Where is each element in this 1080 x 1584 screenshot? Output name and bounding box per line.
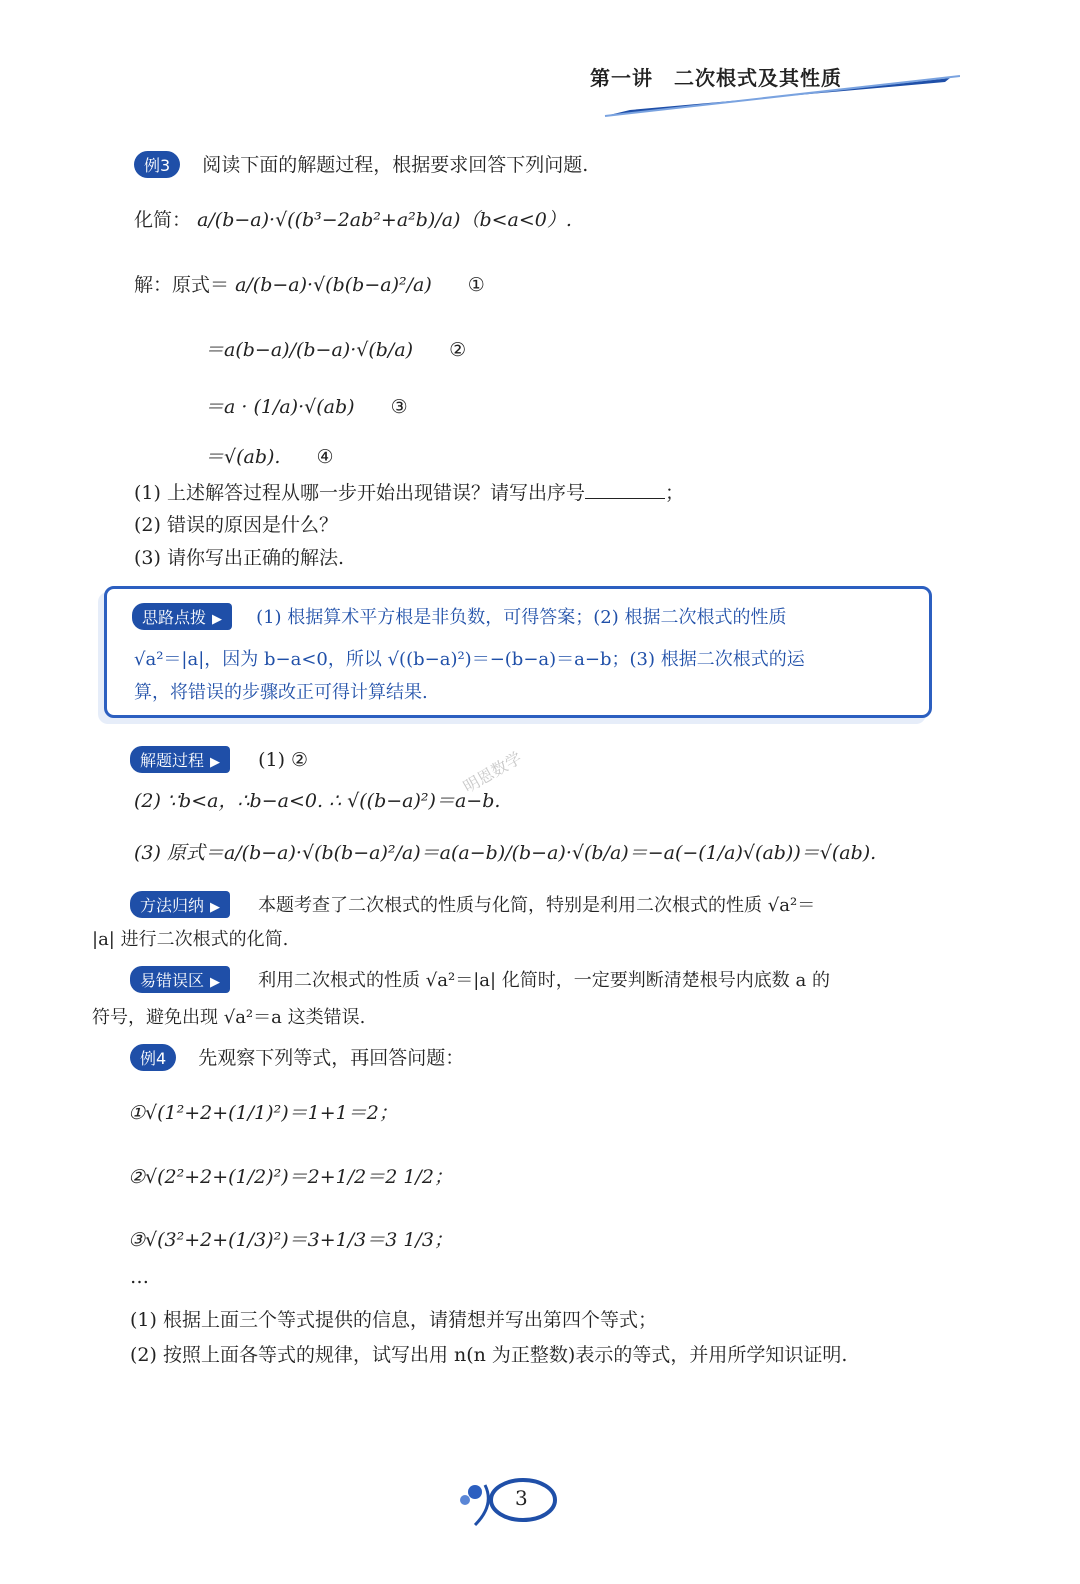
pitfall-text-1: 利用二次根式的性质 √a²＝|a| 化简时，一定要判断清楚根号内底数 a 的 xyxy=(258,970,830,991)
pitfall-line-2: 符号，避免出现 √a²＝a 这类错误. xyxy=(92,1007,366,1028)
example4-heading xyxy=(130,1043,464,1071)
example4-question-1: (1) 根据上面三个等式提供的信息，请猜想并写出第四个等式； xyxy=(130,1309,657,1331)
solution-tag: 解题过程 ▶ xyxy=(130,746,230,773)
example3-badge: 例3 xyxy=(134,151,180,178)
hint-line-3: 算，将错误的步骤改正可得计算结果. xyxy=(134,682,428,703)
hint-text-1: (1) 根据算术平方根是非负数，可得答案；(2) 根据二次根式的性质 xyxy=(256,607,787,628)
example4-ellipsis: … xyxy=(130,1266,149,1288)
step-1-mark: ① xyxy=(467,274,485,296)
step-3-expression: ＝a · (1/a)·√(ab) xyxy=(205,396,355,418)
solution-step-2 xyxy=(205,335,466,362)
solution-step-4 xyxy=(205,442,334,469)
hint-tag: 思路点拨 ▶ xyxy=(132,603,232,630)
method-line-1 xyxy=(130,891,815,918)
answer-blank[interactable] xyxy=(585,482,665,499)
solution-line-1: (1) ② xyxy=(258,749,309,771)
play-arrow-icon: ▶ xyxy=(212,612,223,627)
example4-eq-1: ①√(1²+2+(1/1)²)＝1+1＝2； xyxy=(128,1102,398,1124)
solution-step-1 xyxy=(134,270,485,297)
pitfall-tag: 易错误区 ▶ xyxy=(130,966,230,993)
header-swoosh-decoration xyxy=(600,70,960,120)
example4-eq-2: ②√(2²+2+(1/2)²)＝2+1/2＝2 1/2； xyxy=(128,1166,453,1188)
page-header-title: 第一讲 二次根式及其性质 xyxy=(590,66,842,90)
step-2-expression: ＝a(b−a)/(b−a)·√(b/a) xyxy=(205,339,414,361)
hint-line-1 xyxy=(132,603,787,630)
example4-prompt: 先观察下列等式，再回答问题： xyxy=(198,1047,465,1069)
example3-prompt: 阅读下面的解题过程，根据要求回答下列问题. xyxy=(202,154,589,176)
method-text-1: 本题考查了二次根式的性质与化简，特别是利用二次根式的性质 √a²＝ xyxy=(258,895,816,916)
step-4-mark: ④ xyxy=(316,446,334,468)
simplify-label: 化简： xyxy=(134,209,192,231)
example4-question-2: (2) 按照上面各等式的规律，试写出用 n(n 为正整数)表示的等式，并用所学知识证明. xyxy=(130,1344,848,1366)
page-number: 3 xyxy=(515,1486,528,1510)
solution-step-3 xyxy=(205,392,408,419)
example3-heading xyxy=(134,150,588,178)
solution-label: 解：原式＝ xyxy=(134,274,230,296)
hint-line-2: √a²＝|a|，因为 b−a<0，所以 √((b−a)²)＝−(b−a)＝a−b；(3) 根据二次根式的运 xyxy=(134,649,805,670)
question-3: (3) 请你写出正确的解法. xyxy=(134,547,344,569)
simplify-expression: a/(b−a)·√((b³−2ab²+a²b)/a)（b<a<0）. xyxy=(197,209,572,231)
example4-badge: 例4 xyxy=(130,1044,176,1071)
method-line-2: |a| 进行二次根式的化简. xyxy=(92,929,289,950)
question-1-end: ； xyxy=(664,482,684,504)
pitfall-line-1 xyxy=(130,966,830,993)
step-3-mark: ③ xyxy=(390,396,408,418)
step-2-mark: ② xyxy=(449,339,467,361)
solution-line-2: (2) ∵b<a，∴b−a<0. ∴ √((b−a)²)＝a−b. xyxy=(134,790,501,812)
play-arrow-icon: ▶ xyxy=(210,975,221,990)
method-tag: 方法归纳 ▶ xyxy=(130,891,230,918)
play-arrow-icon: ▶ xyxy=(210,900,221,915)
play-arrow-icon: ▶ xyxy=(210,755,221,770)
step-4-expression: ＝√(ab). xyxy=(205,446,281,468)
question-2: (2) 错误的原因是什么？ xyxy=(134,514,338,536)
question-1 xyxy=(134,478,684,505)
solution-line-3: (3) 原式＝a/(b−a)·√(b(b−a)²/a)＝a(a−b)/(b−a)·√(b/a)＝−a(−(1/a)√(ab))＝√(ab). xyxy=(134,842,877,864)
question-1-text: (1) 上述解答过程从哪一步开始出现错误？请写出序号 xyxy=(134,482,585,504)
watermark-text: 明恩数学 xyxy=(460,748,525,797)
simplify-line xyxy=(134,205,572,232)
example4-eq-3: ③√(3²+2+(1/3)²)＝3+1/3＝3 1/3； xyxy=(128,1229,453,1251)
page-number-decoration xyxy=(455,1470,565,1540)
solution-heading xyxy=(130,746,308,773)
step-1-expression: a/(b−a)·√(b(b−a)²/a) xyxy=(235,274,432,296)
